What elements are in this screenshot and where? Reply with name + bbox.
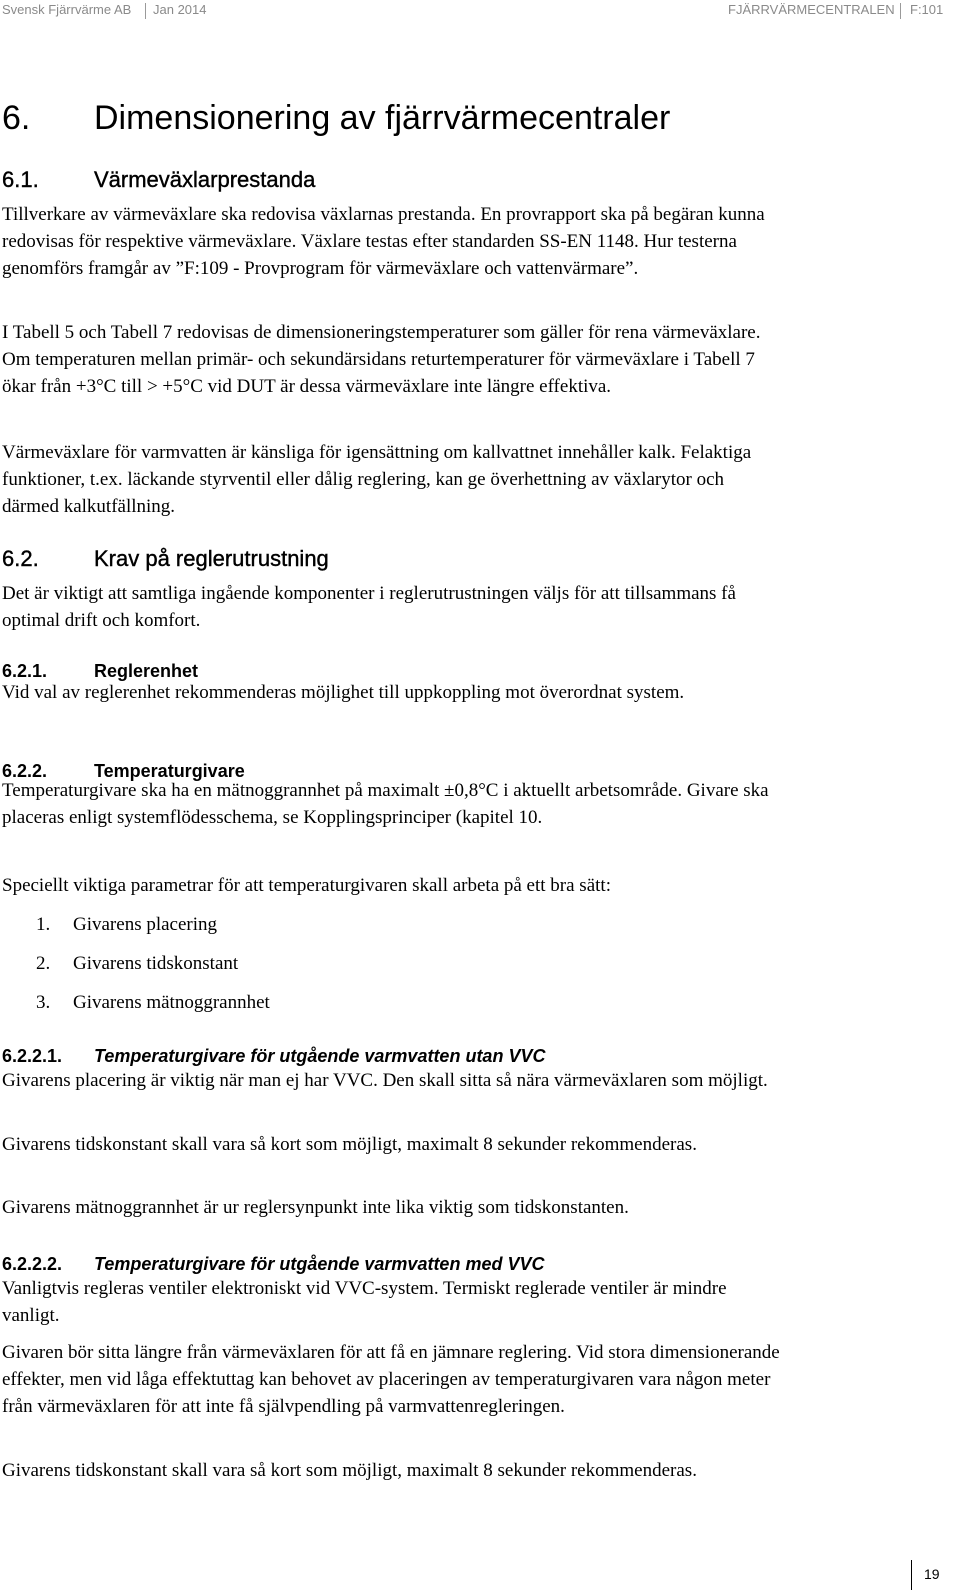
header-divider <box>145 3 146 19</box>
list-text: Givarens mätnoggrannhet <box>73 992 270 1013</box>
paragraph: Värmeväxlare för varmvatten är känsliga för igensättning om kallvattnet innehåller kalk. Felaktiga funktioner, t.ex. läckande styrventil eller dålig reglering, kan ge överhettning av växlarytor och därmed kalkutfällning. <box>2 442 752 517</box>
header-date: Jan 2014 <box>153 2 207 17</box>
heading-title: Temperaturgivare för utgående varmvatten utan VVC <box>94 1046 546 1066</box>
paragraph: Vanligtvis regleras ventiler elektroniskt vid VVC-system. Termiskt reglerade ventiler är mindre vanligt. <box>2 1278 727 1326</box>
chapter-heading <box>2 99 670 138</box>
heading-number: 6. <box>2 99 31 137</box>
header-section: FJÄRRVÄRMECENTRALEN <box>728 2 895 17</box>
list-number: 2. <box>36 953 51 974</box>
subsubsection-heading-6-2-2-1 <box>2 1046 545 1067</box>
heading-number: 6.2. <box>2 546 39 571</box>
heading-title: Värmeväxlarprestanda <box>94 167 316 192</box>
list-item <box>36 914 217 936</box>
header-doc-id: F:101 <box>910 2 944 17</box>
paragraph: Givarens tidskonstant skall vara så kort som möjligt, maximalt 8 sekunder rekommenderas. <box>2 1134 697 1155</box>
heading-title: Temperaturgivare <box>94 761 245 781</box>
subsubsection-heading-6-2-2-2 <box>2 1254 544 1275</box>
heading-title: Dimensionering av fjärrvärmecentraler <box>94 99 671 137</box>
list-number: 1. <box>36 914 51 935</box>
paragraph: Det är viktigt att samtliga ingående komponenter i reglerutrustningen väljs för att tillsammans få optimal drift och komfort. <box>2 583 736 631</box>
list-text: Givarens placering <box>73 914 218 935</box>
heading-title: Krav på reglerutrustning <box>94 546 329 571</box>
list-number: 3. <box>36 992 51 1013</box>
paragraph: Temperaturgivare ska ha en mätnoggrannhet på maximalt ±0,8°C i aktuellt arbetsområde. Givare ska placeras enligt systemflödesschema, se Kopplingsprinciper (kapitel 10. <box>2 780 769 828</box>
header-divider <box>900 3 901 19</box>
page-header <box>0 2 960 22</box>
paragraph: Givarens mätnoggrannhet är ur reglersynpunkt inte lika viktig som tidskonstanten. <box>2 1197 629 1218</box>
paragraph: Givaren bör sitta längre från värmeväxlaren för att få en jämnare reglering. Vid stora dimensionerande effekter, men vid låga effektuttag kan behovet av placeringen av temperaturgivaren vara någon meter från värmeväxlaren för att inte få självpendling på varmvattenregleringen. <box>2 1342 780 1417</box>
heading-title: Reglerenhet <box>94 661 199 681</box>
header-company: Svensk Fjärrvärme AB <box>2 2 132 17</box>
list-item <box>36 953 238 975</box>
section-heading-6-1 <box>2 167 315 193</box>
heading-number: 6.2.2. <box>2 761 48 781</box>
paragraph: Speciellt viktiga parametrar för att temperaturgivaren skall arbeta på ett bra sätt: <box>2 875 611 896</box>
heading-number: 6.2.2.1. <box>2 1046 63 1066</box>
paragraph: Givarens tidskonstant skall vara så kort som möjligt, maximalt 8 sekunder rekommenderas. <box>2 1460 697 1481</box>
heading-title: Temperaturgivare för utgående varmvatten med VVC <box>94 1254 545 1274</box>
paragraph: Tillverkare av värmeväxlare ska redovisa växlarnas prestanda. En provrapport ska på begäran kunna redovisas för respektive värmeväxlare. Växlare testas efter standarden SS-EN 1148. Hur testerna genomförs framgår av ”F:109 - Provprogram för värmeväxlare och vattenvärmare”. <box>2 204 765 279</box>
paragraph: Givarens placering är viktig när man ej har VVC. Den skall sitta så nära värmeväxlaren som möjligt. <box>2 1070 768 1091</box>
list-text: Givarens tidskonstant <box>73 953 239 974</box>
heading-number: 6.2.2.2. <box>2 1254 63 1274</box>
section-heading-6-2 <box>2 546 329 572</box>
paragraph: I Tabell 5 och Tabell 7 redovisas de dimensioneringstemperaturer som gäller för rena värmeväxlare. Om temperaturen mellan primär- och sekundärsidans returtemperaturer för värmeväxlare i Tabell 7 ökar från +3°C till > +5°C vid DUT är dessa värmeväxlare inte längre effektiva. <box>2 322 761 397</box>
page-number-divider <box>911 1560 912 1590</box>
paragraph: Vid val av reglerenhet rekommenderas möjlighet till uppkoppling mot överordnat system. <box>2 682 685 703</box>
page-number: 19 <box>924 1566 940 1582</box>
list-item <box>36 992 270 1014</box>
heading-number: 6.2.1. <box>2 661 48 681</box>
heading-number: 6.1. <box>2 167 39 192</box>
